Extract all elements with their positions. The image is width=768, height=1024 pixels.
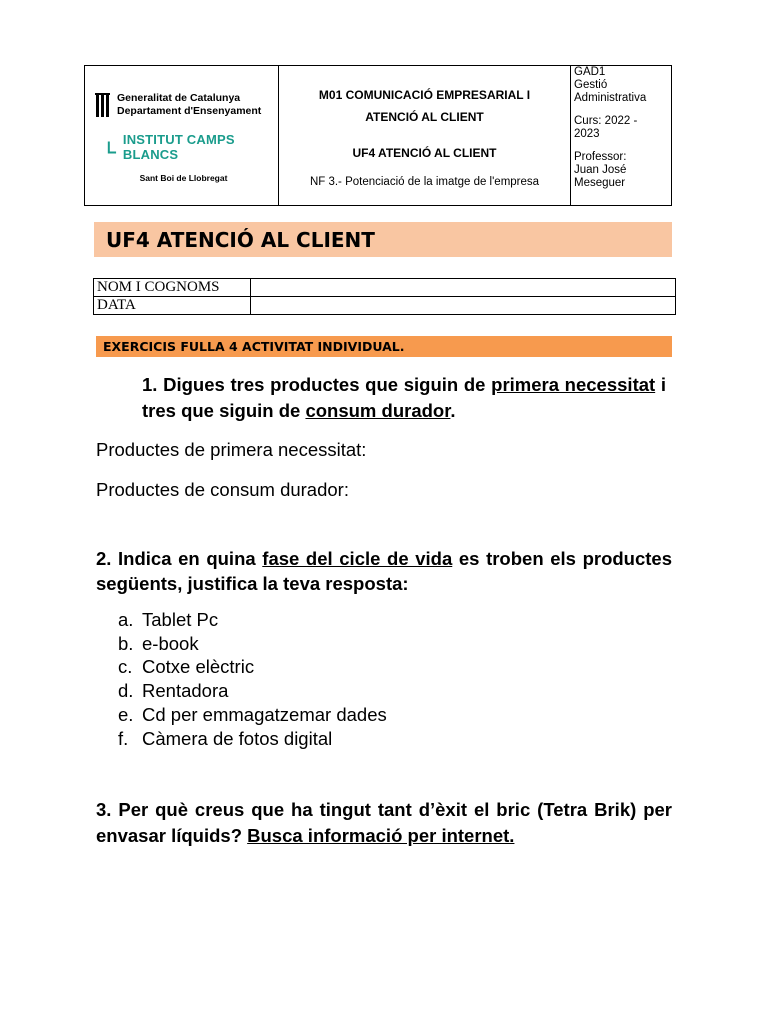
header-table bbox=[84, 65, 672, 206]
institute-town: Sant Boi de Llobregat bbox=[139, 173, 228, 183]
list-item: a. Tablet Pc bbox=[118, 609, 219, 630]
module-cell bbox=[279, 66, 571, 206]
institute-logo bbox=[107, 132, 278, 162]
course-year: Curs: 2022 - 2023 bbox=[574, 115, 638, 140]
options-list bbox=[118, 608, 387, 750]
nf-title: NF 3.- Potenciació de la imatge de l'empresa bbox=[309, 175, 540, 188]
student-info-table bbox=[93, 278, 676, 315]
question-1: 1. Digues tres productes que siguin de primera necessitat i tres que siguin de consum durador. bbox=[142, 374, 667, 421]
course-info-cell bbox=[571, 66, 672, 206]
answer-durable-goods: Productes de consum durador: bbox=[96, 479, 349, 500]
group-info: GAD1 Gestió Administrativa bbox=[574, 66, 647, 104]
institute-name: INSTITUT CAMPS BLANCS bbox=[122, 132, 235, 162]
question-2: 2. Indica en quina fase del cicle de vida es troben els productes següents, justifica la teva resposta: bbox=[96, 548, 673, 594]
unit-banner: UF4 ATENCIÓ AL CLIENT bbox=[94, 222, 672, 257]
list-item: f. Càmera de fotos digital bbox=[118, 727, 333, 749]
list-item: d. Rentadora bbox=[118, 680, 229, 702]
exercise-banner: EXERCICIS FULLA 4 ACTIVITAT INDIVIDUAL. bbox=[96, 336, 672, 357]
list-item: b. e-book bbox=[118, 632, 199, 654]
answer-primary-needs: Productes de primera necessitat: bbox=[96, 439, 367, 460]
generalitat-name: Generalitat de Catalunya bbox=[117, 92, 241, 104]
logo-cell bbox=[85, 66, 279, 206]
generalitat-emblem-icon bbox=[95, 93, 111, 117]
professor-info: Professor: Juan José Meseguer bbox=[574, 151, 627, 189]
module-title: M01 COMUNICACIÓ EMPRESARIAL I ATENCIÓ AL CLIENT bbox=[318, 87, 531, 124]
date-field[interactable] bbox=[251, 297, 676, 315]
list-item: c. Cotxe elèctric bbox=[118, 656, 255, 678]
unit-title: UF4 ATENCIÓ AL CLIENT bbox=[352, 145, 497, 160]
name-field[interactable] bbox=[251, 279, 676, 297]
list-item: e. Cd per emmagatzemar dades bbox=[118, 703, 387, 725]
name-label: NOM I COGNOMS bbox=[94, 279, 251, 297]
department-name: Departament d'Ensenyament bbox=[117, 105, 262, 117]
question-3: 3. Per què creus que ha tingut tant d’èxit el bric (Tetra Brik) per envasar líquids? Busca informació per internet. bbox=[96, 799, 672, 846]
institute-mark-icon bbox=[107, 139, 118, 155]
generalitat-logo bbox=[95, 92, 278, 118]
date-label: DATA bbox=[94, 297, 251, 315]
